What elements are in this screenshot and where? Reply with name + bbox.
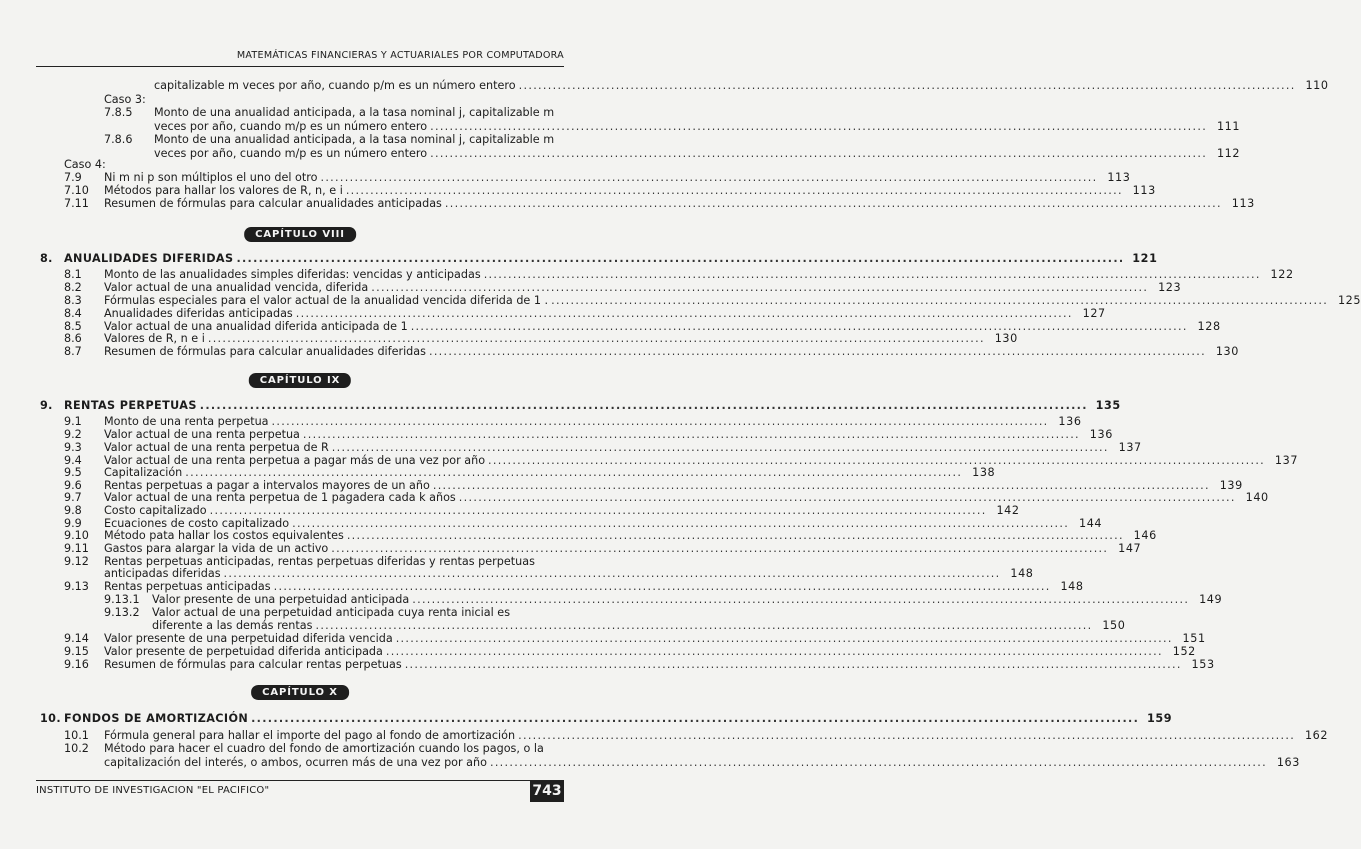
footer-institution: INSTITUTO DE INVESTIGACION "EL PACIFICO" xyxy=(36,785,270,796)
dot-leader: ................................................................................................................................................................ xyxy=(428,345,1206,358)
entry-number: 9.3 xyxy=(64,441,82,454)
entry-page-number: 151 xyxy=(1182,632,1206,645)
dot-leader: ................................................................................................................................................................ xyxy=(412,593,1190,606)
entry-number: 9.8 xyxy=(64,504,82,517)
entry-number: 9.13.1 xyxy=(104,593,140,606)
entry-title: Gastos para alargar la vida de un activo xyxy=(104,542,329,555)
entry-page-number: 144 xyxy=(1078,517,1103,530)
entry-title: anticipadas diferidas xyxy=(104,567,221,580)
entry-title: capitalizable m veces por año, cuando p/m es un número entero xyxy=(154,79,516,92)
entry-number: 7.8.6 xyxy=(104,133,133,146)
chapter-badge: CAPÍTULO VIII xyxy=(244,227,356,242)
entry-page-number: 137 xyxy=(1118,441,1142,454)
entry-title: Rentas perpetuas anticipadas, rentas perpetuas diferidas y rentas perpetuas xyxy=(104,555,535,568)
dot-leader: ................................................................................................................................................................ xyxy=(331,542,1109,555)
entry-number: 8.3 xyxy=(64,294,82,307)
dot-leader: ................................................................................................................................................................ xyxy=(251,712,1140,725)
toc-entry xyxy=(36,294,1361,307)
dot-leader: ................................................................................................................................................................ xyxy=(320,171,1098,184)
entry-number: 8. xyxy=(40,252,53,265)
entry-page-number: 159 xyxy=(1146,712,1173,725)
dot-leader: ................................................................................................................................................................ xyxy=(302,428,1080,441)
dot-leader: ................................................................................................................................................................ xyxy=(395,632,1173,645)
entry-number: 9.9 xyxy=(64,517,82,530)
dot-leader: ................................................................................................................................................................ xyxy=(432,479,1210,492)
entry-page-number: 140 xyxy=(1245,491,1269,504)
entry-title: Resumen de fórmulas para calcular anualidades diferidas xyxy=(104,345,426,358)
toc-entry xyxy=(36,632,1206,645)
toc-entry xyxy=(36,345,1239,358)
entry-page-number: 130 xyxy=(1215,345,1239,358)
entry-page-number: 150 xyxy=(1102,619,1126,632)
entry-title: Valor actual de una anualidad vencida, diferida xyxy=(104,281,369,294)
entry-title: Valor actual de una perpetuidad anticipada cuya renta inicial es xyxy=(152,606,511,619)
chapter-entry xyxy=(36,399,1121,412)
page-number-badge: 743 xyxy=(530,781,564,802)
dot-leader: ................................................................................................................................................................ xyxy=(458,491,1236,504)
entry-number: 9.4 xyxy=(64,454,82,467)
toc-entry xyxy=(36,107,564,119)
toc-entry xyxy=(36,159,564,171)
toc-entry xyxy=(36,171,1131,184)
entry-page-number: 148 xyxy=(1010,567,1034,580)
entry-number: 9.14 xyxy=(64,632,89,645)
dot-leader: ................................................................................................................................................................ xyxy=(346,529,1124,542)
entry-number: 9.10 xyxy=(64,529,89,542)
entry-title: FONDOS DE AMORTIZACIÓN xyxy=(64,712,249,725)
entry-title: Valor presente de una perpetuidad anticipada xyxy=(152,593,410,606)
entry-number: 7.11 xyxy=(64,197,89,210)
toc-entry xyxy=(36,593,1223,606)
entry-page-number: 121 xyxy=(1132,252,1158,265)
dot-leader: ................................................................................................................................................................ xyxy=(385,645,1163,658)
dot-leader: ................................................................................................................................................................ xyxy=(518,729,1296,742)
entry-page-number: 110 xyxy=(1305,79,1329,92)
entry-title: Ecuaciones de costo capitalizado xyxy=(104,517,290,530)
entry-title: Capitalización xyxy=(104,466,183,479)
toc-entry xyxy=(36,94,564,106)
entry-page-number: 147 xyxy=(1118,542,1142,555)
entry-number: 9.13 xyxy=(64,580,89,593)
toc-entry xyxy=(36,729,1329,742)
entry-number: 9.11 xyxy=(64,542,89,555)
entry-page-number: 142 xyxy=(996,504,1020,517)
toc-entry xyxy=(36,79,1329,92)
dot-leader: ................................................................................................................................................................ xyxy=(483,268,1261,281)
dot-leader: ................................................................................................................................................................ xyxy=(209,504,987,517)
entry-page-number: 136 xyxy=(1089,428,1113,441)
entry-page-number: 138 xyxy=(972,466,996,479)
entry-number: 8.6 xyxy=(64,332,82,345)
entry-page-number: 162 xyxy=(1304,729,1329,742)
entry-title: Valores de R, n e i xyxy=(104,332,205,345)
entry-title: ANUALIDADES DIFERIDAS xyxy=(64,252,234,265)
entry-title: Monto de las anualidades simples diferidas: vencidas y anticipadas xyxy=(104,268,481,281)
entry-number: 9.12 xyxy=(64,555,89,568)
entry-number: 9.2 xyxy=(64,428,82,441)
entry-number: 7.8.5 xyxy=(104,106,133,119)
entry-page-number: 111 xyxy=(1216,120,1241,133)
chapter-badge: CAPÍTULO IX xyxy=(249,373,351,388)
toc-entry xyxy=(36,658,1215,671)
dot-leader: ................................................................................................................................................................ xyxy=(518,79,1296,92)
entry-page-number: 149 xyxy=(1199,593,1223,606)
toc-entry xyxy=(36,756,1300,769)
dot-leader: ................................................................................................................................................................ xyxy=(223,567,1001,580)
entry-page-number: 112 xyxy=(1216,147,1241,160)
toc-entry xyxy=(36,619,1126,632)
toc-entry xyxy=(36,529,1157,542)
toc-entry xyxy=(36,645,1196,658)
entry-page-number: 163 xyxy=(1276,756,1300,769)
footer-rule xyxy=(36,780,564,781)
dot-leader: ................................................................................................................................................................ xyxy=(292,517,1070,530)
chapter-entry xyxy=(36,252,1158,265)
entry-title: Resumen de fórmulas para calcular rentas perpetuas xyxy=(104,658,402,671)
entry-page-number: 113 xyxy=(1107,171,1131,184)
toc-entry xyxy=(36,428,1113,441)
entry-title: Caso 4: xyxy=(64,158,106,171)
entry-title: Rentas perpetuas a pagar a intervalos mayores de un año xyxy=(104,479,430,492)
entry-title: Valor presente de una perpetuidad diferida vencida xyxy=(104,632,393,645)
dot-leader: ................................................................................................................................................................ xyxy=(410,320,1188,333)
dot-leader: ................................................................................................................................................................ xyxy=(489,756,1267,769)
toc-entry xyxy=(36,491,1269,504)
entry-number: 8.4 xyxy=(64,307,82,320)
dot-leader: ................................................................................................................................................................ xyxy=(295,307,1073,320)
entry-number: 9.1 xyxy=(64,415,82,428)
header-rule xyxy=(36,66,564,67)
toc-entry xyxy=(36,307,1106,320)
entry-number: 10.1 xyxy=(64,729,89,742)
running-header: MATEMÁTICAS FINANCIERAS Y ACTUARIALES POR COMPUTADORA xyxy=(236,50,564,61)
dot-leader: ................................................................................................................................................................ xyxy=(331,441,1109,454)
entry-page-number: 122 xyxy=(1270,268,1294,281)
entry-title: Fórmulas especiales para el valor actual de la anualidad vencida diferida de 1 . xyxy=(104,294,549,307)
entry-number: 9. xyxy=(40,399,53,412)
entry-title: Valor presente de perpetuidad diferida anticipada xyxy=(104,645,383,658)
dot-leader: ................................................................................................................................................................ xyxy=(430,147,1208,160)
entry-page-number: 113 xyxy=(1231,197,1255,210)
entry-title: veces por año, cuando m/p es un número entero xyxy=(154,147,428,160)
chapter-badge: CAPÍTULO X xyxy=(251,685,349,700)
entry-title: Valor actual de una renta perpetua xyxy=(104,428,300,441)
toc-entry xyxy=(36,281,1182,294)
entry-title: diferente a las demás rentas xyxy=(152,619,313,632)
entry-title: Anualidades diferidas anticipadas xyxy=(104,307,293,320)
entry-title: Costo capitalizado xyxy=(104,504,207,517)
dot-leader: ................................................................................................................................................................ xyxy=(199,399,1088,412)
dot-leader: ................................................................................................................................................................ xyxy=(404,658,1182,671)
entry-page-number: 127 xyxy=(1082,307,1106,320)
dot-leader: ................................................................................................................................................................ xyxy=(315,619,1093,632)
toc-entry xyxy=(36,466,996,479)
entry-page-number: 137 xyxy=(1274,454,1299,467)
entry-title: Rentas perpetuas anticipadas xyxy=(104,580,271,593)
entry-number: 9.16 xyxy=(64,658,89,671)
entry-page-number: 136 xyxy=(1058,415,1082,428)
toc-entry xyxy=(36,441,1142,454)
toc-entry xyxy=(36,542,1142,555)
dot-leader: ................................................................................................................................................................ xyxy=(551,294,1329,307)
entry-title: Métodos para hallar los valores de R, n, e i xyxy=(104,184,343,197)
entry-title: veces por año, cuando m/p es un número entero xyxy=(154,120,428,133)
entry-title: capitalización del interés, o ambos, ocurren más de una vez por año xyxy=(104,756,487,769)
dot-leader: ................................................................................................................................................................ xyxy=(345,184,1123,197)
entry-number: 9.6 xyxy=(64,479,82,492)
entry-number: 7.9 xyxy=(64,171,82,184)
entry-page-number: 152 xyxy=(1172,645,1196,658)
toc-entry xyxy=(36,184,1156,197)
entry-page-number: 125 xyxy=(1337,294,1361,307)
toc-entry xyxy=(36,332,1018,345)
toc-entry xyxy=(36,134,564,146)
entry-title: Monto de una anualidad anticipada, a la tasa nominal j, capitalizable m xyxy=(154,106,555,119)
entry-page-number: 113 xyxy=(1132,184,1156,197)
toc-entry xyxy=(36,415,1082,428)
toc-entry xyxy=(36,607,564,619)
toc-entry xyxy=(36,567,1034,580)
toc-entry xyxy=(36,504,1020,517)
entry-title: Método pata hallar los costos equivalentes xyxy=(104,529,344,542)
dot-leader: ................................................................................................................................................................ xyxy=(271,415,1049,428)
entry-title: Monto de una renta perpetua xyxy=(104,415,269,428)
entry-title: Fórmula general para hallar el importe del pago al fondo de amortización xyxy=(104,729,516,742)
entry-page-number: 148 xyxy=(1060,580,1084,593)
entry-title: RENTAS PERPETUAS xyxy=(64,399,197,412)
entry-number: 9.5 xyxy=(64,466,82,479)
entry-page-number: 139 xyxy=(1219,479,1243,492)
toc-entry xyxy=(36,580,1084,593)
entry-title: Valor actual de una renta perpetua de 1 pagadera cada k años xyxy=(104,491,456,504)
entry-number: 10.2 xyxy=(64,742,89,755)
toc-entry xyxy=(36,197,1255,210)
entry-page-number: 130 xyxy=(994,332,1018,345)
entry-title: Ni m ni p son múltiplos el uno del otro xyxy=(104,171,318,184)
dot-leader: ................................................................................................................................................................ xyxy=(444,197,1222,210)
chapter-entry xyxy=(36,712,1173,725)
dot-leader: ................................................................................................................................................................ xyxy=(371,281,1149,294)
dot-leader: ................................................................................................................................................................ xyxy=(488,454,1266,467)
toc-entry xyxy=(36,743,564,755)
dot-leader: ................................................................................................................................................................ xyxy=(273,580,1051,593)
entry-page-number: 135 xyxy=(1095,399,1121,412)
entry-title: Resumen de fórmulas para calcular anualidades anticipadas xyxy=(104,197,442,210)
entry-number: 9.13.2 xyxy=(104,606,140,619)
entry-title: Método para hacer el cuadro del fondo de amortización cuando los pagos, o la xyxy=(104,742,544,755)
dot-leader: ................................................................................................................................................................ xyxy=(207,332,985,345)
entry-number: 8.7 xyxy=(64,345,82,358)
dot-leader: ................................................................................................................................................................ xyxy=(236,252,1125,265)
entry-title: Monto de una anualidad anticipada, a la tasa nominal j, capitalizable m xyxy=(154,133,555,146)
dot-leader: ................................................................................................................................................................ xyxy=(185,466,963,479)
entry-page-number: 128 xyxy=(1197,320,1221,333)
entry-number: 8.1 xyxy=(64,268,82,281)
dot-leader: ................................................................................................................................................................ xyxy=(430,120,1208,133)
entry-number: 8.5 xyxy=(64,320,82,333)
entry-page-number: 123 xyxy=(1158,281,1182,294)
entry-title: Valor actual de una renta perpetua a pagar más de una vez por año xyxy=(104,454,486,467)
entry-number: 10. xyxy=(40,712,62,725)
toc-entry xyxy=(36,120,1241,133)
entry-number: 8.2 xyxy=(64,281,82,294)
entry-title: Caso 3: xyxy=(104,93,146,106)
entry-title: Valor actual de una anualidad diferida anticipada de 1 xyxy=(104,320,408,333)
entry-title: Valor actual de una renta perpetua de R xyxy=(104,441,329,454)
entry-page-number: 153 xyxy=(1191,658,1215,671)
entry-page-number: 146 xyxy=(1133,529,1157,542)
entry-number: 7.10 xyxy=(64,184,89,197)
entry-number: 9.7 xyxy=(64,491,82,504)
entry-number: 9.15 xyxy=(64,645,89,658)
toc-entry xyxy=(36,268,1294,281)
